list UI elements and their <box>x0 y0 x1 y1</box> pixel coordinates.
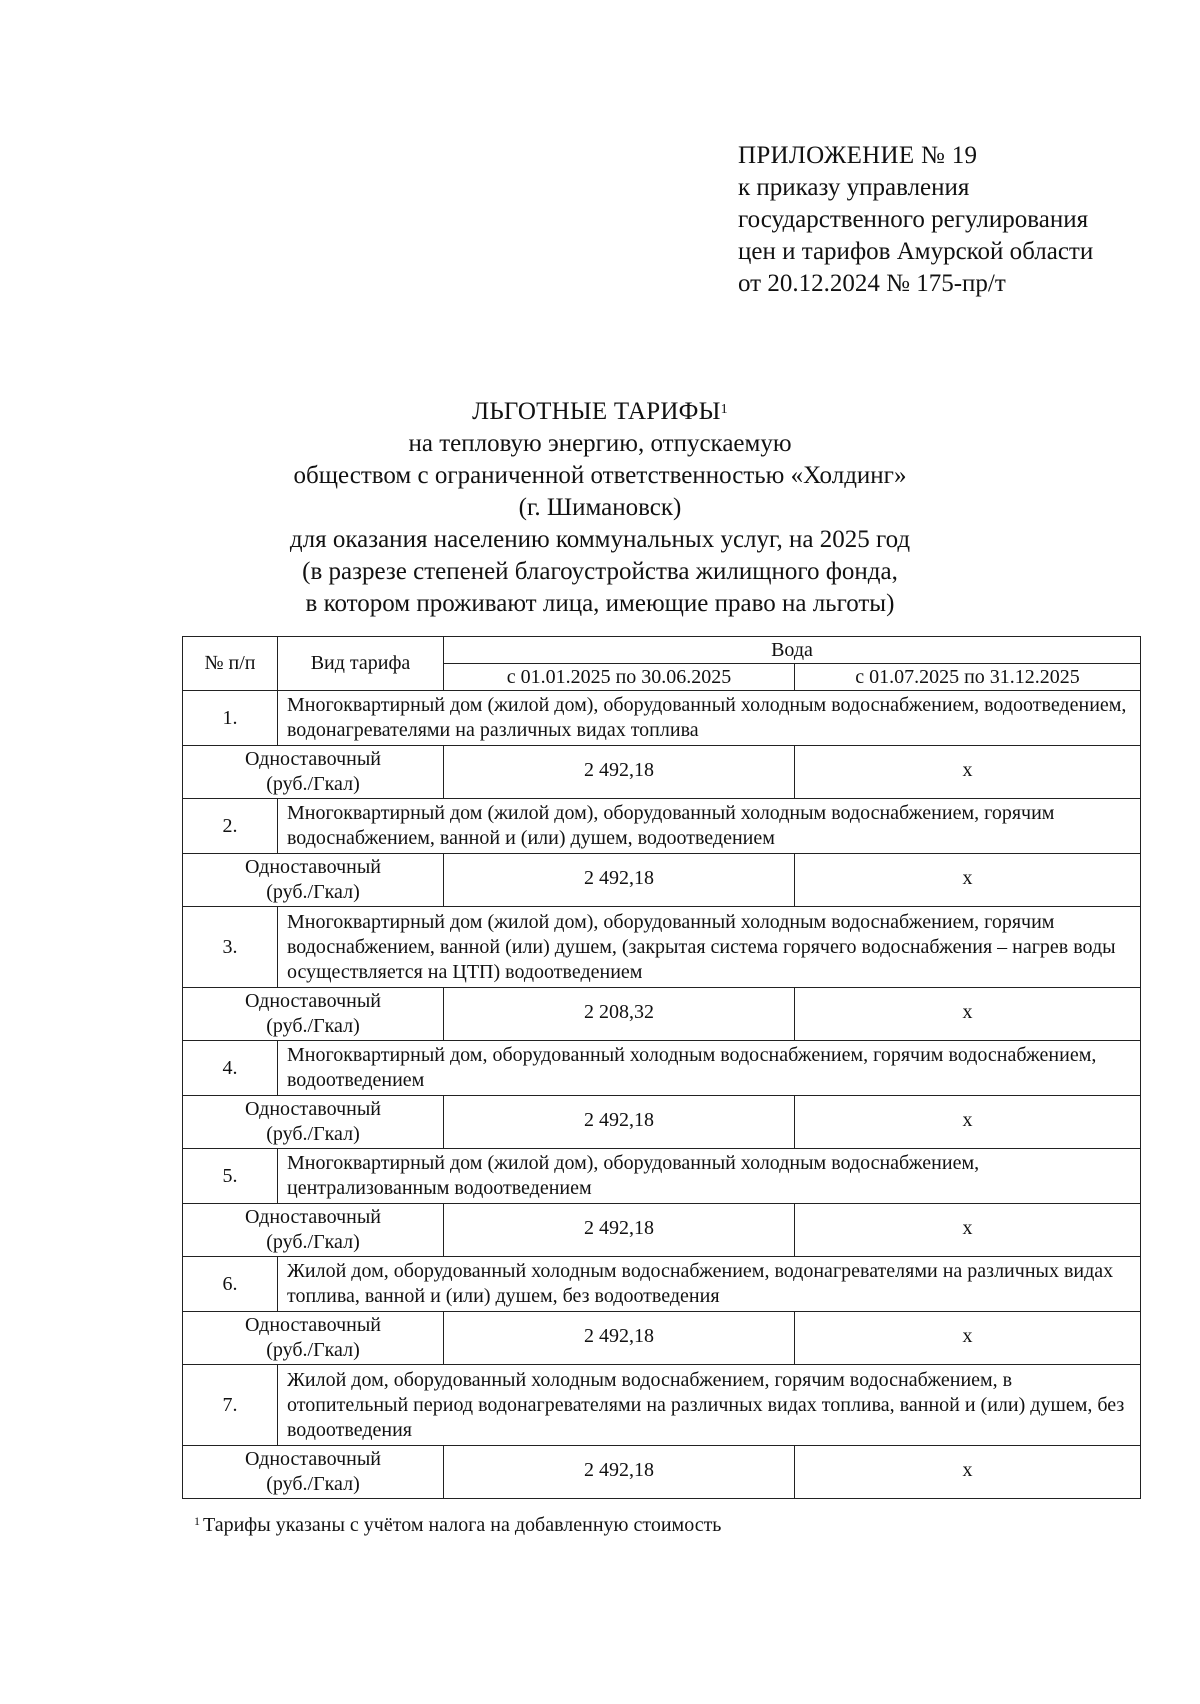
footnote <box>194 1512 721 1538</box>
footnote-mark: 1 <box>720 402 728 417</box>
heading-line: обществом с ограниченной ответственностью «Холдинг» <box>293 462 907 489</box>
appendix-header <box>738 140 1093 300</box>
tariff-type-label: Одноставочный <box>245 1448 381 1470</box>
row-description: Многоквартирный дом (жилой дом), оборудованный холодным водоснабжением, централизованным водоотведением <box>278 1149 1141 1204</box>
row-description: Жилой дом, оборудованный холодным водоснабжением, водонагревателями на различных видах топлива, ванной и (или) душем, без водоотведения <box>278 1257 1141 1312</box>
tariff-value-period-1 <box>444 1312 795 1365</box>
row-number: 4. <box>183 1041 278 1096</box>
table-row-category <box>183 1041 1141 1096</box>
tariff-unit-label: (руб./Гкал) <box>266 773 360 795</box>
tariff-type-label: Одноставочный <box>245 990 381 1012</box>
tariff-value-period-1 <box>444 988 795 1041</box>
table-row-tariff <box>183 988 1141 1041</box>
footnote-text: Тарифы указаны с учётом налога на добавленную стоимость <box>203 1514 722 1536</box>
tariff-unit-label: (руб./Гкал) <box>266 881 360 903</box>
document-title <box>0 396 1200 428</box>
heading-line: для оказания населению коммунальных услуг, на 2025 год <box>289 526 911 553</box>
table-row-category <box>183 1365 1141 1446</box>
table-row-category <box>183 1149 1141 1204</box>
tariff-value-period-1 <box>444 746 795 799</box>
tariff-value-period-2 <box>795 1204 1141 1257</box>
tariff-value-text: х <box>962 1458 973 1481</box>
tariff-type-label: Одноставочный <box>245 856 381 878</box>
row-number: 7. <box>183 1365 278 1446</box>
tariff-value-text: 2 492,18 <box>584 1216 654 1239</box>
tariff-value-text: х <box>962 866 973 889</box>
tariff-value-text: 2 208,32 <box>584 1000 654 1023</box>
tariff-unit-label: (руб./Гкал) <box>266 1339 360 1361</box>
tariff-type-cell <box>183 988 444 1041</box>
tariff-type-cell <box>183 1096 444 1149</box>
heading-line: (г. Шимановск) <box>518 494 682 521</box>
column-header-period-2: с 01.07.2025 по 31.12.2025 <box>795 664 1141 691</box>
row-number: 1. <box>183 691 278 746</box>
row-number: 6. <box>183 1257 278 1312</box>
table-row-category <box>183 691 1141 746</box>
tariff-type-label: Одноставочный <box>245 1206 381 1228</box>
tariff-value-period-1 <box>444 854 795 907</box>
footnote-mark: 1 <box>194 1514 200 1528</box>
tariff-value-text: 2 492,18 <box>584 758 654 781</box>
table-row-tariff <box>183 1312 1141 1365</box>
appendix-line: цен и тарифов Амурской области <box>738 238 1094 265</box>
table-row-tariff <box>183 746 1141 799</box>
tariff-value-text: х <box>962 1108 973 1131</box>
tariff-value-text: х <box>962 1000 973 1023</box>
appendix-line: государственного регулирования <box>738 206 1089 233</box>
table-row-category <box>183 1257 1141 1312</box>
table-row-tariff <box>183 1096 1141 1149</box>
tariff-value-text: х <box>962 758 973 781</box>
tariff-value-period-2 <box>795 1312 1141 1365</box>
tariff-value-period-2 <box>795 1096 1141 1149</box>
tariff-unit-label: (руб./Гкал) <box>266 1473 360 1495</box>
tariff-value-text: х <box>962 1324 973 1347</box>
tariff-type-cell <box>183 1204 444 1257</box>
tariff-type-cell <box>183 854 444 907</box>
tariff-type-cell <box>183 1446 444 1499</box>
row-description: Многоквартирный дом (жилой дом), оборудованный холодным водоснабжением, горячим водоснабжением, ванной (или) душем, (закрытая система горячего водоснабжения – нагрев воды осуществляется на ЦТП) водоотведением <box>278 907 1141 988</box>
tariff-value-period-2 <box>795 988 1141 1041</box>
tariff-value-text: 2 492,18 <box>584 866 654 889</box>
row-number: 3. <box>183 907 278 988</box>
row-number: 5. <box>183 1149 278 1204</box>
tariff-type-cell <box>183 746 444 799</box>
appendix-line: к приказу управления <box>738 174 970 201</box>
column-header-number: № п/п <box>183 637 278 691</box>
appendix-line: от 20.12.2024 № 175-пр/т <box>738 270 1006 297</box>
column-header-tariff-type: Вид тарифа <box>278 637 444 691</box>
row-description: Многоквартирный дом (жилой дом), оборудованный холодным водоснабжением, горячим водоснабжением, ванной и (или) душем, водоотведением <box>278 799 1141 854</box>
table-row-category <box>183 907 1141 988</box>
tariff-value-period-1 <box>444 1204 795 1257</box>
column-header-water: Вода <box>444 637 1141 664</box>
tariff-value-period-1 <box>444 1096 795 1149</box>
heading-line: (в разрезе степеней благоустройства жилищного фонда, <box>302 558 898 585</box>
table-row-category <box>183 799 1141 854</box>
tariff-value-period-1 <box>444 1446 795 1499</box>
table-row-tariff <box>183 1446 1141 1499</box>
appendix-title: ПРИЛОЖЕНИЕ № 19 <box>738 142 978 169</box>
table-row-tariff <box>183 1204 1141 1257</box>
tariff-value-text: 2 492,18 <box>584 1324 654 1347</box>
tariff-table <box>182 636 1141 1499</box>
tariff-type-label: Одноставочный <box>245 1314 381 1336</box>
tariff-value-period-2 <box>795 1446 1141 1499</box>
table-row-tariff <box>183 854 1141 907</box>
tariff-type-label: Одноставочный <box>245 748 381 770</box>
document-title-text: ЛЬГОТНЫЕ ТАРИФЫ <box>472 398 721 425</box>
tariff-value-text: х <box>962 1216 973 1239</box>
tariff-value-text: 2 492,18 <box>584 1458 654 1481</box>
tariff-value-period-2 <box>795 854 1141 907</box>
tariff-value-period-2 <box>795 746 1141 799</box>
row-number: 2. <box>183 799 278 854</box>
tariff-type-label: Одноставочный <box>245 1098 381 1120</box>
heading-line: в котором проживают лица, имеющие право на льготы) <box>305 590 895 617</box>
document-heading <box>0 396 1200 620</box>
column-header-period-1: с 01.01.2025 по 30.06.2025 <box>444 664 795 691</box>
tariff-unit-label: (руб./Гкал) <box>266 1231 360 1253</box>
heading-line: на тепловую энергию, отпускаемую <box>408 430 792 457</box>
table-header-row <box>183 637 1141 664</box>
tariff-unit-label: (руб./Гкал) <box>266 1123 360 1145</box>
tariff-unit-label: (руб./Гкал) <box>266 1015 360 1037</box>
row-description: Многоквартирный дом (жилой дом), оборудованный холодным водоснабжением, водоотведением, водонагревателями на различных видах топлива <box>278 691 1141 746</box>
tariff-type-cell <box>183 1312 444 1365</box>
tariff-value-text: 2 492,18 <box>584 1108 654 1131</box>
row-description: Жилой дом, оборудованный холодным водоснабжением, горячим водоснабжением, в отопительный период водонагревателями на различных видах топлива, ванной и (или) душем, без водоотведения <box>278 1365 1141 1446</box>
row-description: Многоквартирный дом, оборудованный холодным водоснабжением, горячим водоснабжением, водоотведением <box>278 1041 1141 1096</box>
